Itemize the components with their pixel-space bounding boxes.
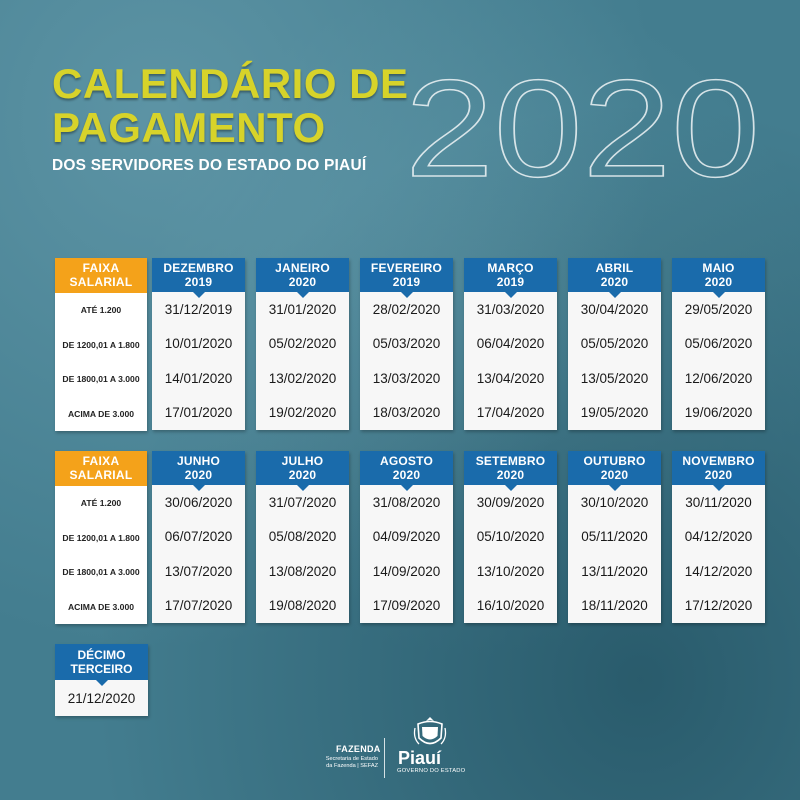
date-cell: 19/06/2020 [684, 405, 753, 421]
date-cell: 29/05/2020 [684, 301, 753, 317]
month-column [256, 451, 349, 623]
date-cell: 05/03/2020 [372, 336, 441, 352]
month-name: SETEMBRO [475, 454, 546, 468]
date-cell: 13/10/2020 [476, 563, 545, 579]
logo-divider [384, 738, 385, 778]
month-header [568, 451, 661, 485]
month-name: JULHO [281, 454, 324, 468]
date-cell: 17/12/2020 [684, 598, 753, 614]
state-name: Piauí [398, 748, 442, 768]
date-cell: 17/01/2020 [164, 405, 233, 421]
date-cell: 31/12/2019 [164, 301, 233, 317]
band-column [55, 451, 147, 624]
month-name: AGOSTO [380, 454, 433, 468]
date-cell: 18/03/2020 [372, 405, 441, 421]
band-header-line1: FAIXA [82, 454, 120, 468]
month-name: ABRIL [595, 261, 634, 275]
band-label: DE 1800,01 A 3.000 [62, 374, 140, 385]
month-header [152, 258, 245, 292]
date-cell: 31/01/2020 [268, 301, 337, 317]
date-cell: 31/07/2020 [268, 494, 337, 510]
decimo-line2: TERCEIRO [70, 662, 133, 676]
month-header [464, 451, 557, 485]
date-cell: 17/07/2020 [164, 598, 233, 614]
date-cell: 17/04/2020 [476, 405, 545, 421]
date-cell: 05/10/2020 [476, 529, 545, 545]
month-name: DEZEMBRO [163, 261, 234, 275]
band-label: ATÉ 1.200 [80, 498, 122, 509]
date-cell: 06/07/2020 [164, 529, 233, 545]
year-outline [405, 68, 765, 188]
date-cell: 30/11/2020 [685, 494, 752, 510]
band-label: DE 1200,01 A 1.800 [62, 339, 140, 350]
band-header-line1: FAIXA [82, 261, 120, 275]
date-cell: 31/03/2020 [476, 301, 545, 317]
month-year: 2020 [704, 468, 733, 482]
year-outline-text: 2020 [405, 68, 760, 188]
decimo-line1: DÉCIMO [77, 648, 126, 662]
footer-logos [316, 716, 486, 784]
month-year: 2020 [600, 468, 629, 482]
band-header [55, 258, 147, 293]
month-name: OUTUBRO [583, 454, 646, 468]
date-cell: 13/07/2020 [164, 563, 233, 579]
month-year: 2020 [288, 468, 317, 482]
band-label: DE 1800,01 A 3.000 [62, 567, 140, 578]
month-column [152, 258, 245, 430]
month-year: 2020 [600, 275, 629, 289]
date-cell: 13/04/2020 [476, 370, 545, 386]
band-label: ACIMA DE 3.000 [67, 601, 135, 612]
decimo-terceiro-box [55, 644, 148, 716]
date-cell: 31/08/2020 [372, 494, 441, 510]
month-name: FEVEREIRO [370, 261, 443, 275]
month-column [464, 451, 557, 623]
month-column [360, 451, 453, 623]
date-cell: 13/05/2020 [580, 370, 649, 386]
date-cell: 10/01/2020 [164, 336, 233, 352]
band-label: ATÉ 1.200 [80, 305, 122, 316]
month-column [152, 451, 245, 623]
date-cell: 17/09/2020 [372, 598, 441, 614]
subtitle: DOS SERVIDORES DO ESTADO DO PIAUÍ [52, 157, 367, 174]
date-cell: 19/05/2020 [580, 405, 649, 421]
date-cell: 05/02/2020 [268, 336, 337, 352]
date-cell: 30/10/2020 [580, 494, 649, 510]
month-column [672, 451, 765, 623]
date-cell: 04/09/2020 [372, 529, 441, 545]
fazenda-subtitle-2: da Fazenda | SEFAZ [326, 763, 378, 769]
month-header [672, 258, 765, 292]
month-column [464, 258, 557, 430]
date-cell: 28/02/2020 [372, 301, 441, 317]
date-cell: 30/09/2020 [476, 494, 545, 510]
band-header-line2: SALARIAL [69, 275, 133, 289]
date-cell: 13/11/2020 [581, 563, 648, 579]
date-cell: 05/06/2020 [684, 336, 753, 352]
title-block [52, 62, 412, 175]
month-header [464, 258, 557, 292]
state-subtitle: GOVERNO DO ESTADO [397, 768, 466, 774]
month-year: 2020 [496, 468, 525, 482]
fazenda-subtitle-1: Secretaria de Estado [325, 756, 378, 762]
date-cell: 06/04/2020 [476, 336, 545, 352]
fazenda-subtitle [316, 756, 378, 770]
month-year: 2020 [184, 468, 213, 482]
month-year: 2019 [496, 275, 525, 289]
band-column [55, 258, 147, 431]
band-label: DE 1200,01 A 1.800 [62, 532, 140, 543]
date-cell: 18/11/2020 [581, 598, 648, 614]
month-header [360, 258, 453, 292]
month-column [568, 451, 661, 623]
band-header [55, 451, 147, 486]
date-cell: 19/08/2020 [268, 598, 337, 614]
month-header [152, 451, 245, 485]
date-cell: 04/12/2020 [684, 529, 753, 545]
month-name: JUNHO [176, 454, 220, 468]
month-column [568, 258, 661, 430]
month-year: 2020 [704, 275, 733, 289]
coat-of-arms-icon [412, 716, 448, 750]
date-cell: 30/06/2020 [164, 494, 233, 510]
band-header-line2: SALARIAL [69, 468, 133, 482]
date-cell: 16/10/2020 [476, 598, 545, 614]
fazenda-title: FAZENDA [336, 744, 381, 754]
decimo-header [55, 644, 148, 680]
month-name: NOVEMBRO [682, 454, 755, 468]
month-header [256, 451, 349, 485]
decimo-date: 21/12/2020 [55, 680, 148, 716]
month-header [568, 258, 661, 292]
date-cell: 14/09/2020 [372, 563, 441, 579]
month-header [360, 451, 453, 485]
date-cell: 13/02/2020 [268, 370, 337, 386]
month-name: JANEIRO [275, 261, 330, 275]
title-line-1: CALENDÁRIO DE [52, 60, 409, 107]
date-cell: 19/02/2020 [268, 405, 337, 421]
month-year: 2020 [288, 275, 317, 289]
date-cell: 05/05/2020 [580, 336, 649, 352]
date-cell: 05/11/2020 [581, 529, 648, 545]
date-cell: 12/06/2020 [684, 370, 753, 386]
date-cell: 30/04/2020 [580, 301, 649, 317]
date-cell: 14/12/2020 [684, 563, 753, 579]
month-year: 2019 [184, 275, 213, 289]
date-cell: 05/08/2020 [268, 529, 337, 545]
month-column [360, 258, 453, 430]
month-name: MARÇO [487, 261, 534, 275]
title-line-2: PAGAMENTO [52, 104, 326, 151]
date-cell: 13/08/2020 [268, 563, 337, 579]
date-cell: 14/01/2020 [164, 370, 233, 386]
band-label: ACIMA DE 3.000 [67, 408, 135, 419]
month-column [256, 258, 349, 430]
month-header [672, 451, 765, 485]
month-year: 2020 [392, 468, 421, 482]
date-cell: 13/03/2020 [372, 370, 441, 386]
month-column [672, 258, 765, 430]
month-year: 2019 [392, 275, 421, 289]
month-name: MAIO [702, 261, 735, 275]
month-header [256, 258, 349, 292]
